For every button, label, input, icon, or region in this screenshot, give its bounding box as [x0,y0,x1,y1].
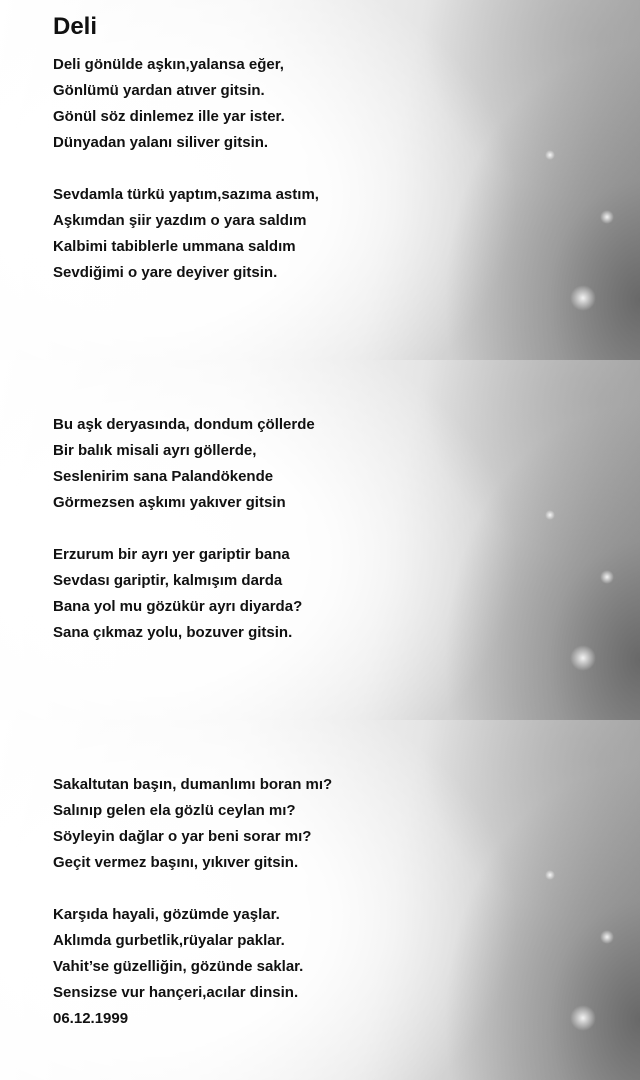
poem-line: Söyleyin dağlar o yar beni sorar mı? [53,828,312,845]
poem-line: Bir balık misali ayrı göllerde, [53,442,257,459]
poem-line: Gönül söz dinlemez ille yar ister. [53,108,285,125]
bokeh-light [600,570,614,584]
poem-line: Bu aşk deryasında, dondum çöllerde [53,416,315,433]
poem-line: Sakaltutan başın, dumanlımı boran mı? [53,776,333,793]
poem-line: Karşıda hayali, gözümde yaşlar. [53,906,280,923]
poem-line: Kalbimi tabiblerle ummana saldım [53,238,296,255]
poem-line: Geçit vermez başını, yıkıver gitsin. [53,854,299,871]
bokeh-light [570,645,596,671]
poem-date: 06.12.1999 [53,1010,129,1027]
poem-line: Sevdiğimi o yare deyiver gitsin. [53,264,278,281]
poem-line: Sensizse vur hançeri,acılar dinsin. [53,984,299,1001]
poem-line: Dünyadan yalanı siliver gitsin. [53,134,269,151]
bokeh-light [545,870,555,880]
stanza-3 [53,412,315,516]
stanza-1 [53,52,285,156]
poem-line: Aklımda gurbetlik,rüyalar paklar. [53,932,285,949]
poem-line: Aşkımdan şiir yazdım o yara saldım [53,212,307,229]
poem-panel-2 [0,360,640,720]
poem-panel-1 [0,0,640,360]
poem-line: Sevdası gariptir, kalmışım darda [53,572,283,589]
poem-panel-3 [0,720,640,1080]
poem-line: Sana çıkmaz yolu, bozuver gitsin. [53,624,293,641]
poem-line: Vahit’se güzelliğin, gözünde saklar. [53,958,304,975]
poem-line: Bana yol mu gözükür ayrı diyarda? [53,598,303,615]
poem-line: Sevdamla türkü yaptım,sazıma astım, [53,186,319,203]
poem-title: Deli [53,13,98,40]
poem-line: Erzurum bir ayrı yer gariptir bana [53,546,290,563]
poem-line: Deli gönülde aşkın,yalansa eğer, [53,56,284,73]
poem-line: Salınıp gelen ela gözlü ceylan mı? [53,802,296,819]
poem-line: Görmezsen aşkımı yakıver gitsin [53,494,286,511]
bokeh-light [570,1005,596,1031]
bokeh-light [570,285,596,311]
stanza-4 [53,542,302,646]
bokeh-light [600,930,614,944]
poem-line: Seslenirim sana Palandökende [53,468,274,485]
bokeh-light [545,150,555,160]
stanza-6 [53,902,303,1032]
poem-line: Gönlümü yardan atıver gitsin. [53,82,265,99]
stanza-2 [53,182,319,286]
bokeh-light [600,210,614,224]
stanza-5 [53,772,332,876]
bokeh-light [545,510,555,520]
